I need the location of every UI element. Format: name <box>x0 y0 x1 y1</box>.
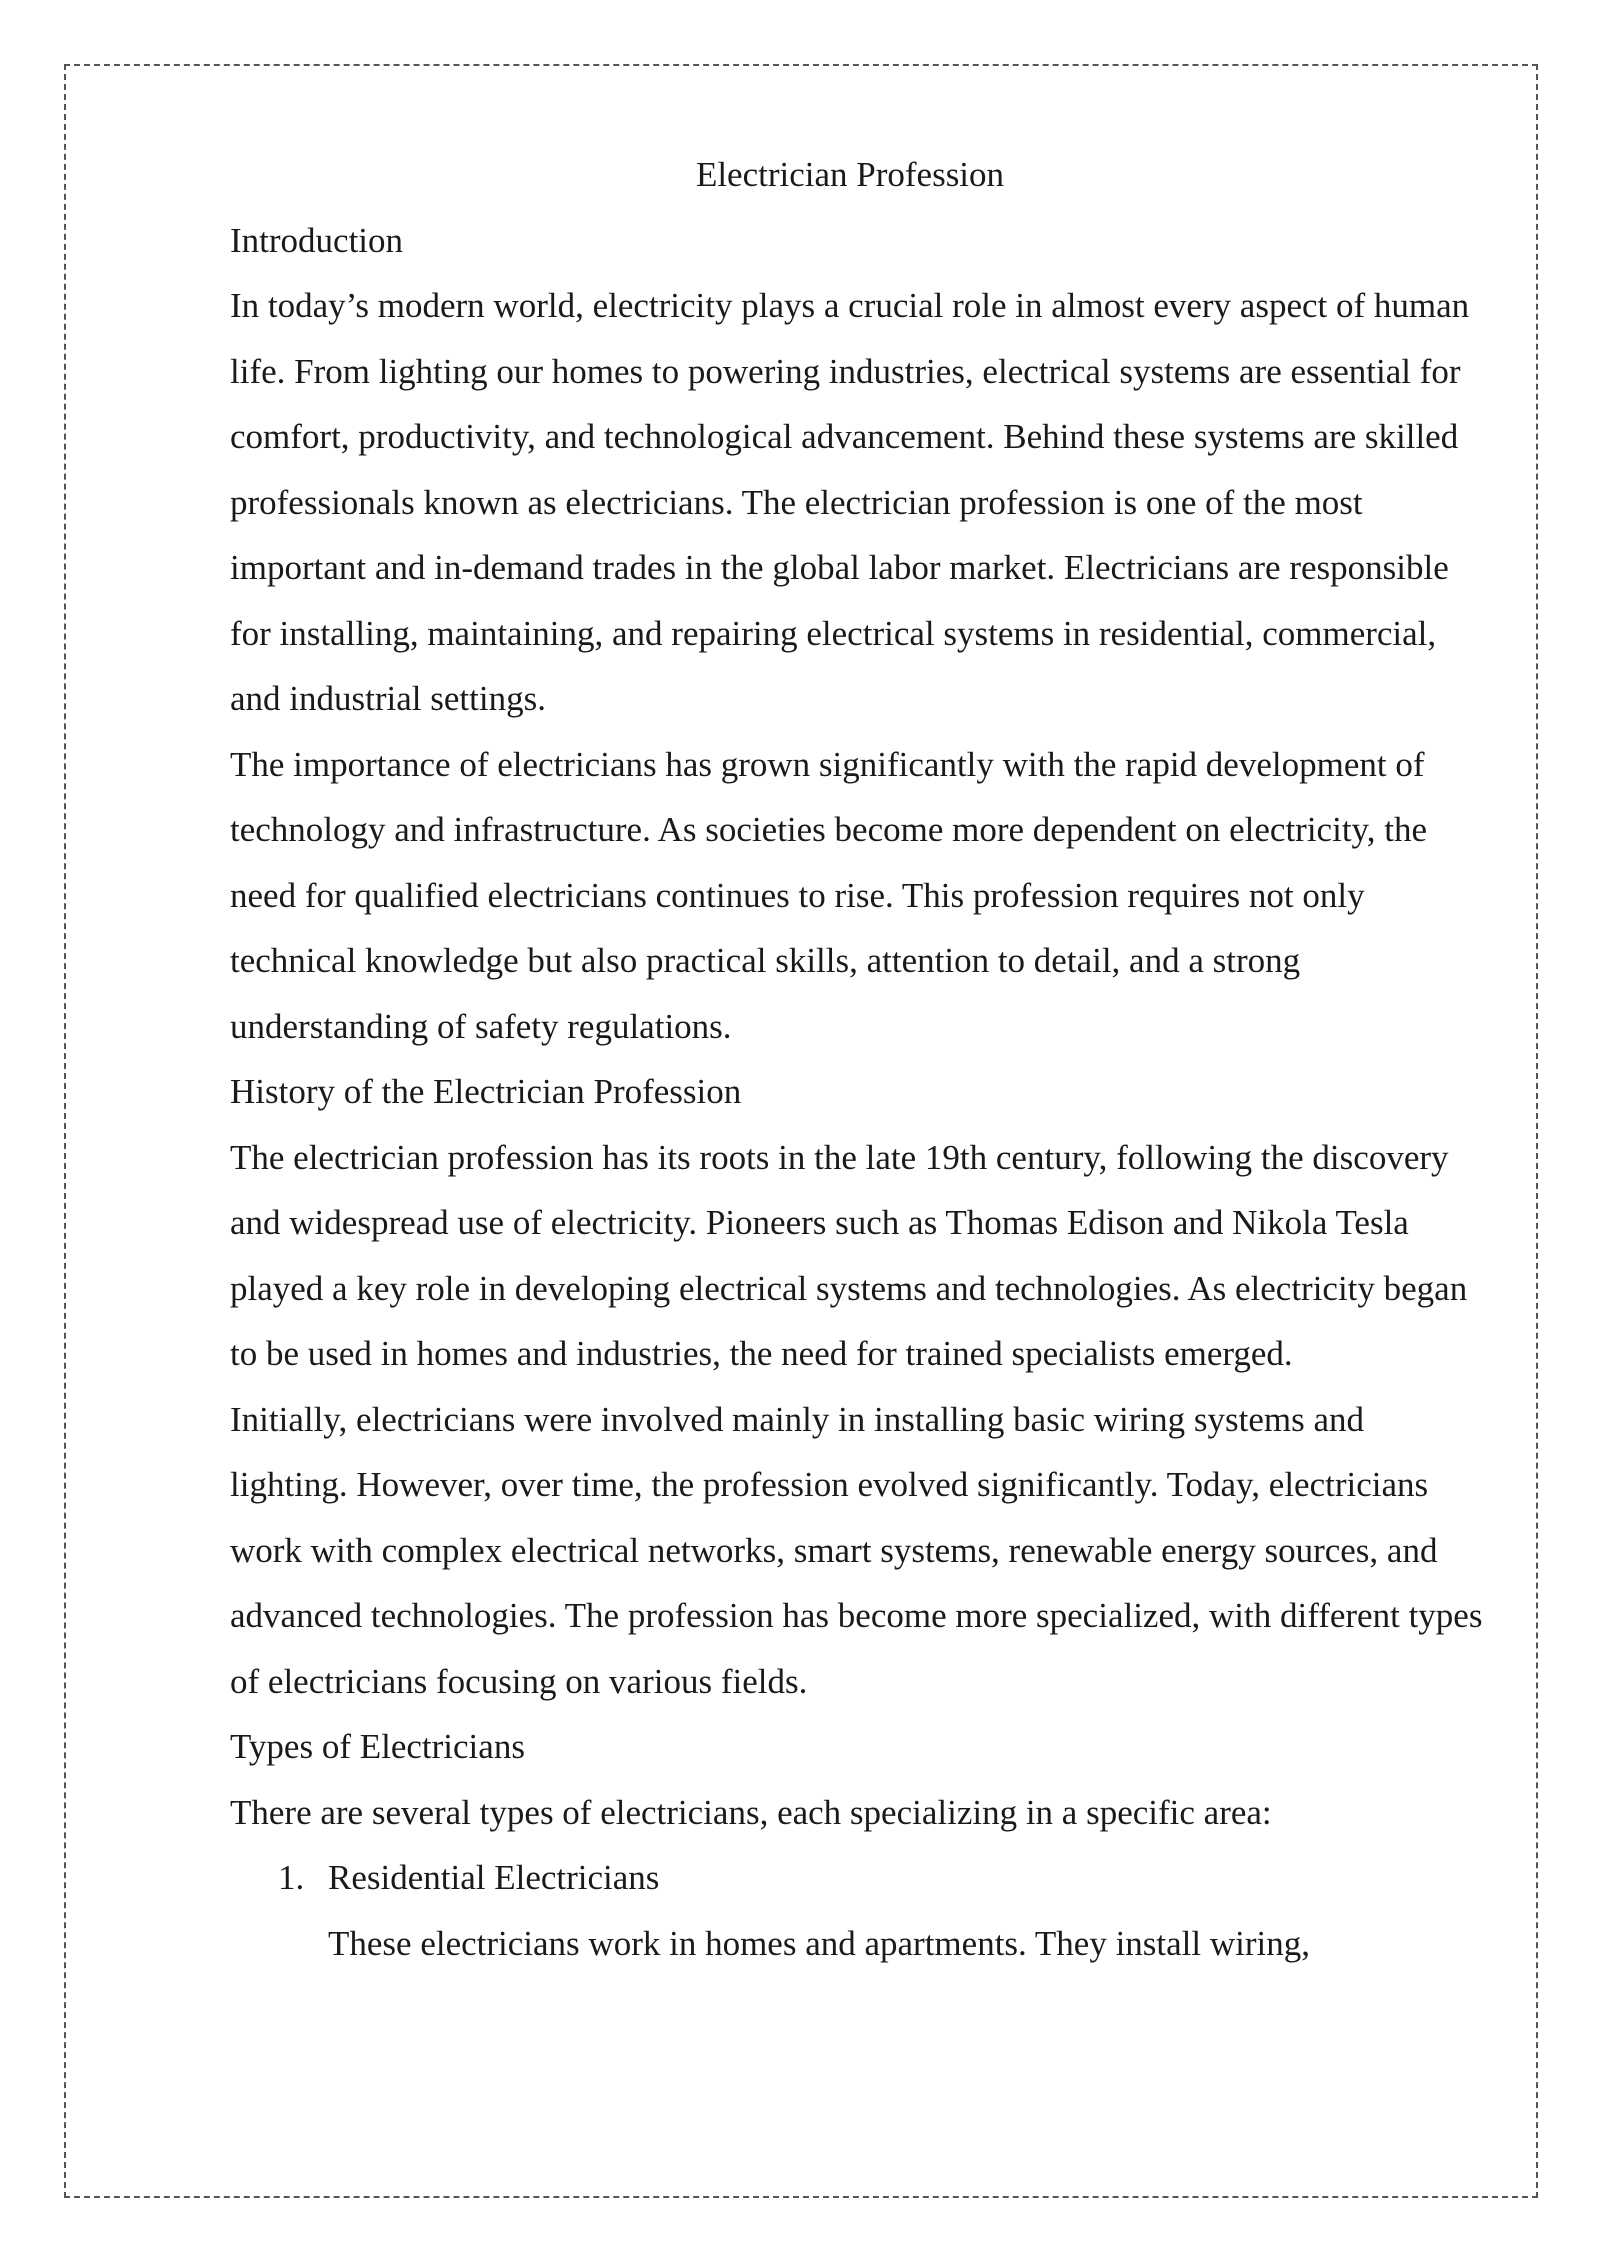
paragraph: Initially, electricians were involved mainly in installing basic wiring systems and lighting. However, over time, the profession evolved significantly. Today, electricians work with complex electrical networks, smart systems, renewable energy sources, and advanced technologies. The profession has become more specialized, with different types of electricians focusing on various fields. <box>230 1399 1483 1701</box>
paragraph: The electrician profession has its roots in the late 19th century, following the discovery and widespread use of electricity. Pioneers such as Thomas Edison and Nikola Tesla played a key role in developing electrical systems and technologies. As electricity began to be used in homes and industries, the need for trained specialists emerged. <box>230 1137 1468 1373</box>
list-item-number: 1. <box>278 1858 305 1897</box>
section-heading-introduction: Introduction <box>230 220 404 260</box>
section-heading-types: Types of Electricians <box>230 1727 525 1766</box>
paragraph: There are several types of electricians, each specializing in a specific area: <box>230 1792 1272 1832</box>
section-heading-history: History of the Electrician Profession <box>230 1072 742 1111</box>
paragraph: In today’s modern world, electricity plays a crucial role in almost every aspect of human life. From lighting our homes to powering industries, electrical systems are essential for comfort, productivity, and technological advancement. Behind these systems are skilled professionals known as electricians. The electrician profession is one of the most important and in-demand trades in the global labor market. Electricians are responsible for installing, maintaining, and repairing electrical systems in residential, commercial, and industrial settings. <box>230 286 1470 718</box>
document-body <box>230 142 1490 1976</box>
paragraph: The importance of electricians has grown significantly with the rapid development of technology and infrastructure. As societies become more dependent on electricity, the need for qualified electricians continues to rise. This profession requires not only technical knowledge but also practical skills, attention to detail, and a strong understanding of safety regulations. <box>230 744 1428 1046</box>
document-title: Electrician Profession <box>695 155 1005 194</box>
list-item-description: These electricians work in homes and apartments. They install wiring, <box>328 1923 1310 1963</box>
numbered-list <box>230 1845 1490 1976</box>
list-item-title: Residential Electricians <box>328 1858 660 1897</box>
list-item <box>230 1845 1490 1976</box>
